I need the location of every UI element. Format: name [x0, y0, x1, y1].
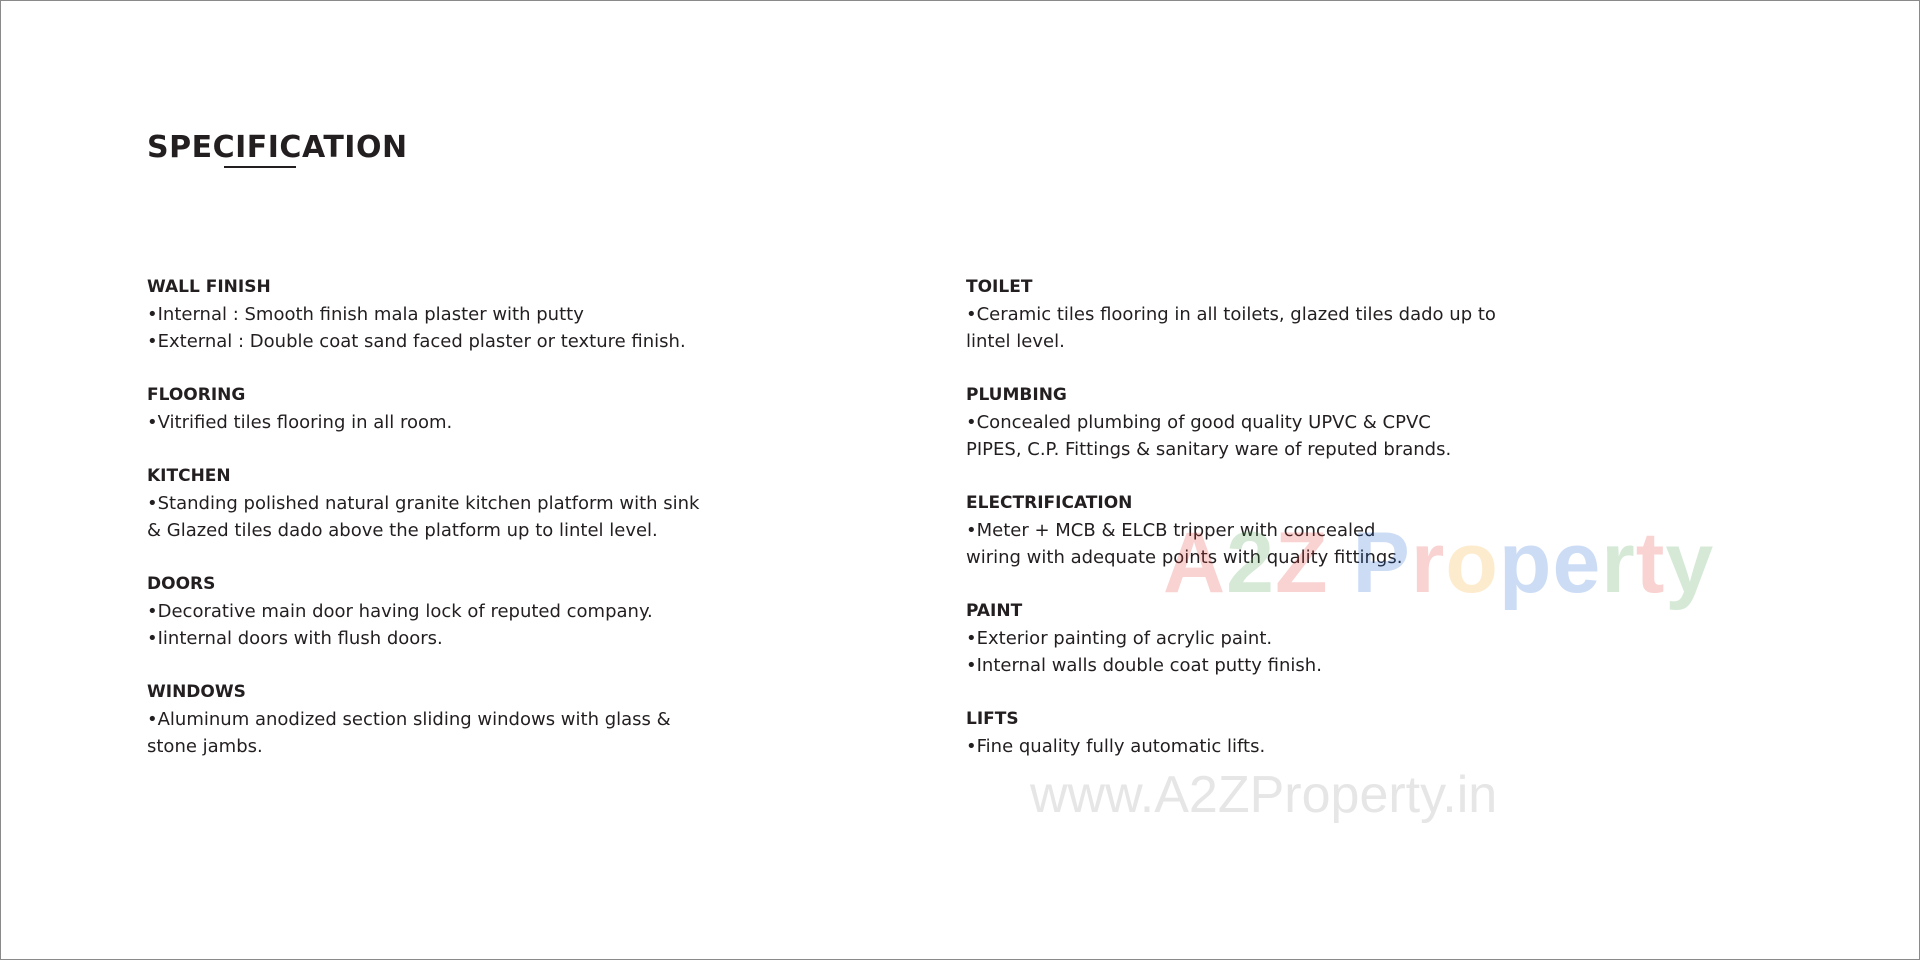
section-heading: KITCHEN	[147, 466, 231, 486]
spec-line: •External : Double coat sand faced plaster or texture finish.	[147, 331, 686, 352]
watermark-letter: Z	[1274, 515, 1329, 611]
title-underline	[224, 166, 296, 168]
left-column	[147, 274, 707, 787]
spec-line: •Fine quality fully automatic lifts.	[966, 736, 1266, 757]
watermark-url: www.A2ZProperty.in	[1030, 766, 1498, 824]
watermark-letter: o	[1445, 515, 1499, 611]
spec-line: •Ceramic tiles flooring in all toilets, glazed tiles dado up to	[966, 304, 1496, 325]
watermark-letter: p	[1498, 515, 1553, 611]
section-heading: DOORS	[147, 574, 216, 594]
spec-section-kitchen	[147, 463, 707, 544]
spec-line: lintel level.	[966, 331, 1065, 352]
spec-section-doors	[147, 571, 707, 652]
watermark-logo	[1163, 515, 1714, 611]
watermark-letter: e	[1552, 515, 1602, 611]
section-heading: WINDOWS	[147, 682, 246, 702]
spec-line: •Internal : Smooth finish mala plaster with putty	[147, 304, 584, 325]
watermark-letter: P	[1352, 515, 1411, 611]
spec-line: •Iinternal doors with flush doors.	[147, 628, 443, 649]
section-heading: ELECTRIFICATION	[966, 493, 1133, 513]
spec-section-flooring	[147, 382, 707, 436]
section-heading: FLOORING	[147, 385, 246, 405]
spec-line: wiring with adequate points with quality fittings.	[966, 547, 1403, 568]
watermark-letter: t	[1635, 515, 1666, 611]
spec-line: •Vitrified tiles flooring in all room.	[147, 412, 453, 433]
spec-section-plumbing	[966, 382, 1526, 463]
spec-line: •Internal walls double coat putty finish.	[966, 655, 1322, 676]
section-heading: PAINT	[966, 601, 1023, 621]
spec-line: •Standing polished natural granite kitchen platform with sink	[147, 493, 700, 514]
spec-section-windows	[147, 679, 707, 760]
section-heading: LIFTS	[966, 709, 1019, 729]
page-title: SPECIFICATION	[147, 130, 408, 165]
watermark-letter: r	[1601, 515, 1636, 611]
spec-section-toilet	[966, 274, 1526, 355]
watermark-letter: A	[1163, 515, 1227, 611]
spec-line: stone jambs.	[147, 736, 263, 757]
watermark-letter: 2	[1226, 515, 1275, 611]
spec-line: •Exterior painting of acrylic paint.	[966, 628, 1273, 649]
spec-line: •Aluminum anodized section sliding windows with glass &	[147, 709, 671, 730]
section-heading: PLUMBING	[966, 385, 1067, 405]
watermark-letter: r	[1410, 515, 1446, 611]
spec-line: •Concealed plumbing of good quality UPVC & CPVC	[966, 412, 1431, 433]
spec-line: & Glazed tiles dado above the platform up to lintel level.	[147, 520, 658, 541]
spec-line: •Decorative main door having lock of reputed company.	[147, 601, 653, 622]
section-heading: WALL FINISH	[147, 277, 271, 297]
spec-section-lifts	[966, 706, 1526, 760]
spec-line: PIPES, C.P. Fittings & sanitary ware of reputed brands.	[966, 439, 1452, 460]
spec-section-wall-finish	[147, 274, 707, 355]
section-heading: TOILET	[966, 277, 1033, 297]
spec-line: •Meter + MCB & ELCB tripper with concealed	[966, 520, 1376, 541]
watermark-letter: y	[1665, 515, 1715, 611]
